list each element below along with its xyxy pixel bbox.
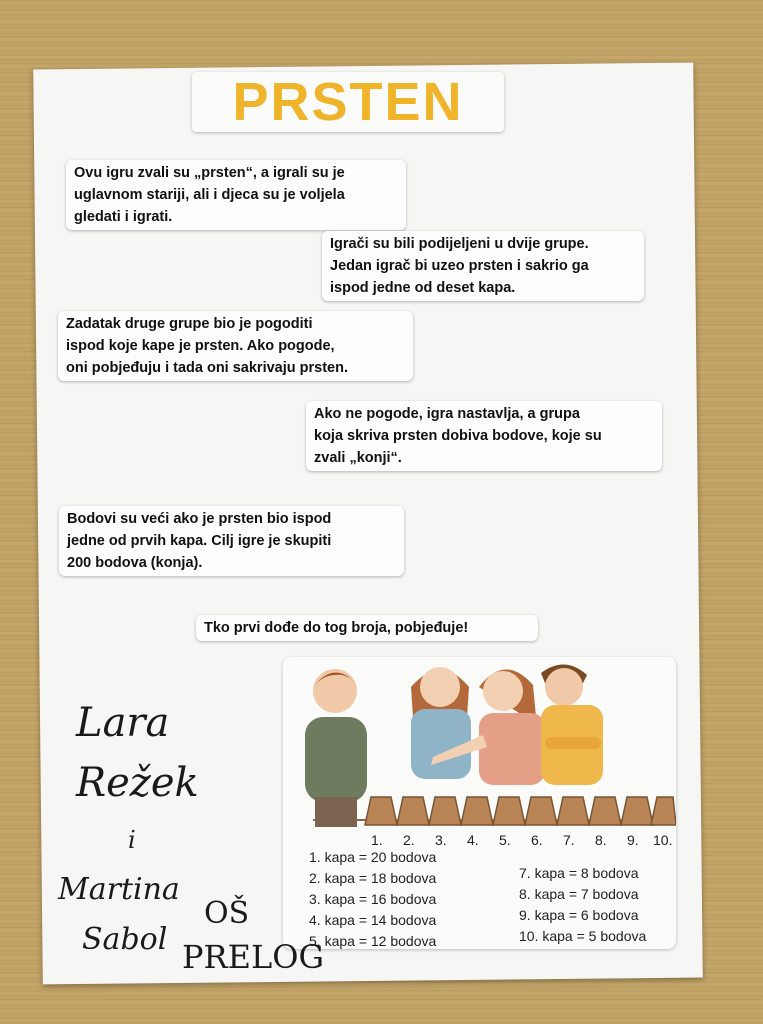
- text-note-3: [58, 311, 413, 381]
- score-line: 8. kapa = 7 bodova: [519, 886, 639, 902]
- cup-icon: [461, 797, 493, 825]
- score-line: 1. kapa = 20 bodova: [309, 849, 437, 865]
- score-line: 10. kapa = 5 bodova: [519, 928, 647, 944]
- text-note-4: [306, 401, 662, 471]
- cap-number: 7.: [563, 832, 575, 848]
- text-note-2: [322, 231, 644, 301]
- note-line: Tko prvi dođe do tog broja, pobjeđuje!: [204, 620, 469, 636]
- note-line: ispod koje kape je prsten. Ako pogode,: [66, 338, 335, 354]
- score-list-left: [309, 847, 436, 952]
- score-line: 4. kapa = 14 bodova: [309, 912, 437, 928]
- note-line: ispod jedne od deset kapa.: [330, 280, 516, 296]
- cap-number: 5.: [499, 832, 511, 848]
- score-line: 9. kapa = 6 bodova: [519, 907, 639, 923]
- cap-number: 6.: [531, 832, 543, 848]
- handwritten-name-sabol: Sabol: [82, 922, 168, 957]
- cap-number: 4.: [467, 832, 479, 848]
- text-note-1: [66, 160, 406, 230]
- note-line: koja skriva prsten dobiva bodove, koje su: [314, 428, 602, 444]
- child-figure: [541, 664, 603, 785]
- note-line: Igrači su bili podijeljeni u dvije grupe.: [330, 236, 589, 252]
- cup-icon: [365, 797, 397, 825]
- score-line: 2. kapa = 18 bodova: [309, 870, 437, 886]
- note-line: Bodovi su veći ako je prsten bio ispod: [67, 511, 332, 527]
- cup-icon: [493, 797, 525, 825]
- note-line: gledati i igrati.: [74, 209, 173, 225]
- handwritten-name-rezek: Režek: [76, 760, 199, 806]
- cup-icon: [557, 797, 589, 825]
- handwritten-school-os: OŠ: [204, 896, 250, 931]
- note-line: zvali „konji“.: [314, 450, 402, 466]
- note-line: jedne od prvih kapa. Cilj igre je skupiti: [67, 533, 332, 549]
- score-line: 3. kapa = 16 bodova: [309, 891, 437, 907]
- handwritten-name-martina: Martina: [58, 872, 180, 907]
- cup-icon: [429, 797, 461, 825]
- child-figure: [305, 669, 367, 827]
- handwritten-conjunction: i: [128, 826, 136, 854]
- note-line: Ako ne pogode, igra nastavlja, a grupa: [314, 406, 580, 422]
- score-line: 7. kapa = 8 bodova: [519, 865, 639, 881]
- cap-number: 1.: [371, 832, 383, 848]
- text-note-5: [59, 506, 404, 576]
- note-line: oni pobjeđuju i tada oni sakrivaju prsten.: [66, 360, 348, 376]
- cap-number: 8.: [595, 832, 607, 848]
- note-line: Ovu igru zvali su „prsten“, a igrali su je: [74, 165, 345, 181]
- cup-icon: [589, 797, 621, 825]
- cap-number: 3.: [435, 832, 447, 848]
- note-line: Jedan igrač bi uzeo prsten i sakrio ga: [330, 258, 589, 274]
- poster-title: PRSTEN: [192, 72, 504, 132]
- score-line: 5. kapa = 12 bodova: [309, 933, 437, 949]
- note-line: Zadatak druge grupe bio je pogoditi: [66, 316, 313, 332]
- handwritten-school-prelog: PRELOG: [182, 938, 325, 976]
- child-figure: [411, 667, 471, 779]
- cup-icon: [651, 797, 676, 825]
- game-illustration: [283, 657, 676, 949]
- cup-icon: [525, 797, 557, 825]
- cap-number: 2.: [403, 832, 415, 848]
- score-list-right: [519, 863, 646, 947]
- note-line: 200 bodova (konja).: [67, 555, 203, 571]
- cap-number: 9.: [627, 832, 639, 848]
- note-line: uglavnom stariji, ali i djeca su je voljela: [74, 187, 345, 203]
- text-note-6: [196, 615, 538, 641]
- handwritten-name-lara: Lara: [76, 700, 170, 746]
- cup-icon: [621, 797, 653, 825]
- cup-icon: [397, 797, 429, 825]
- cap-number: 10.: [653, 832, 673, 848]
